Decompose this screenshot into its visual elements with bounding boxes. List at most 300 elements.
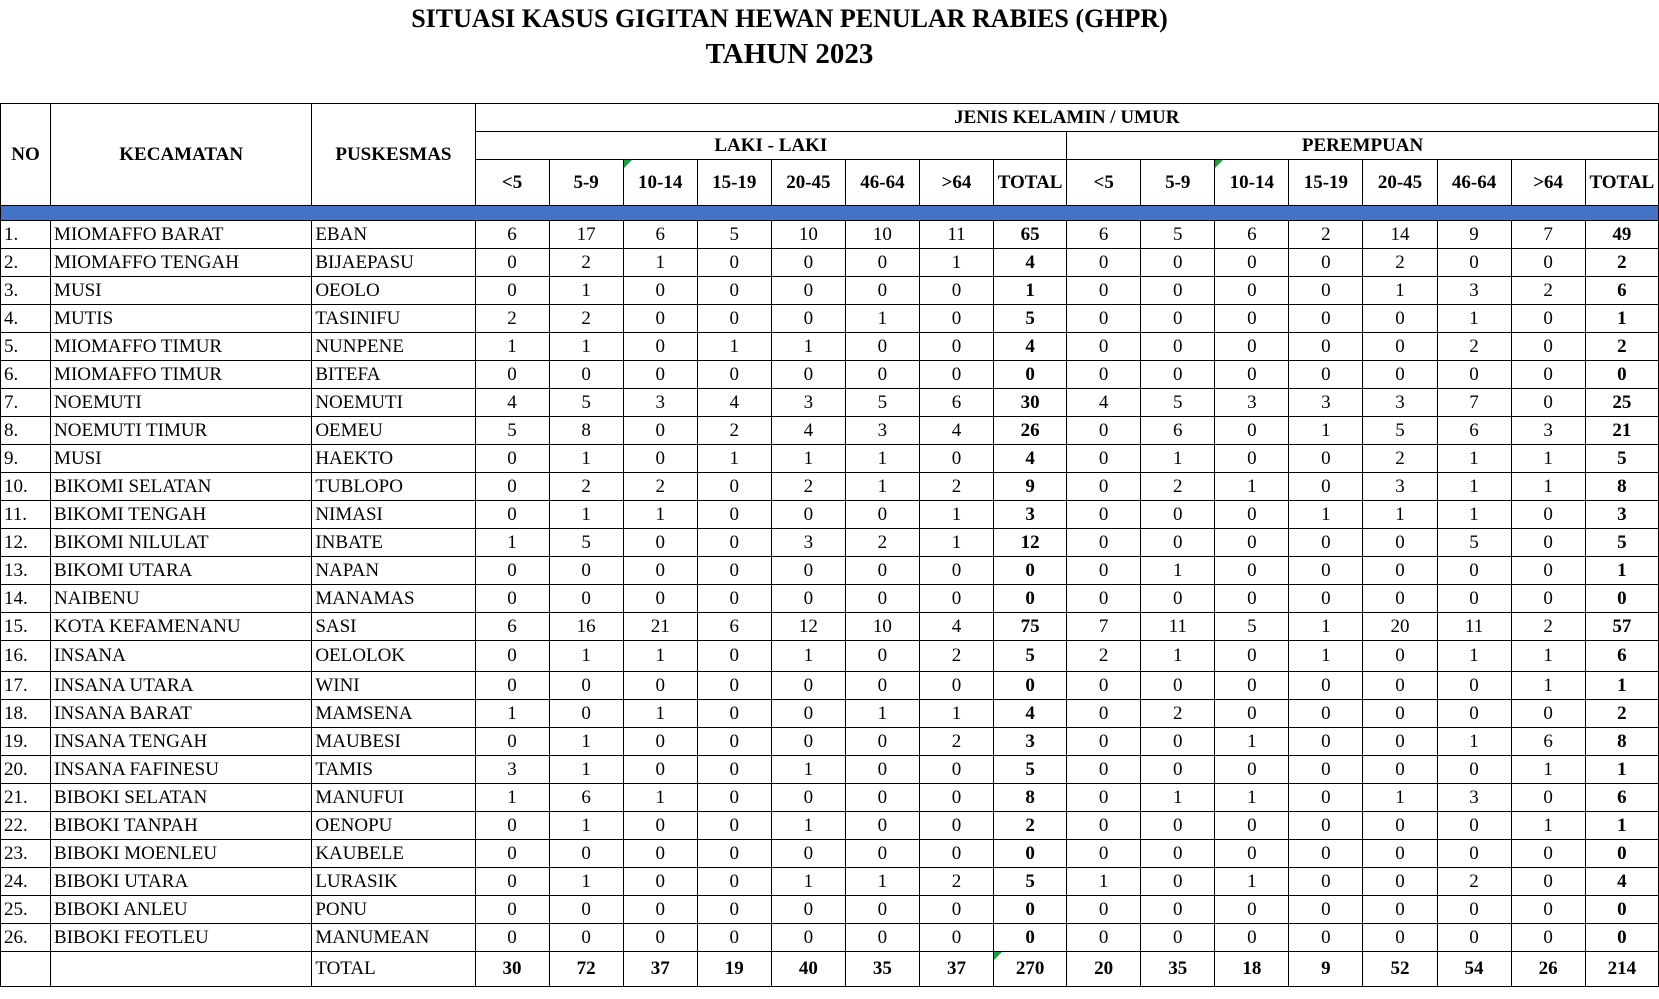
female-count-cell: 0 — [1289, 700, 1363, 728]
table-row — [1, 756, 1659, 784]
male-count-cell: 0 — [623, 361, 697, 389]
kecamatan-cell: BIKOMI SELATAN — [51, 473, 312, 501]
female-total-cell: 1 — [1585, 812, 1658, 840]
table-row — [1, 501, 1659, 529]
male-count-cell: 0 — [919, 305, 993, 333]
female-count-cell: 0 — [1141, 277, 1215, 305]
female-count-cell: 2 — [1289, 221, 1363, 249]
male-count-cell: 1 — [771, 333, 845, 361]
male-count-cell: 0 — [697, 924, 771, 952]
female-count-cell: 0 — [1141, 501, 1215, 529]
female-count-cell: 0 — [1067, 249, 1141, 277]
kecamatan-cell: INSANA FAFINESU — [51, 756, 312, 784]
male-count-cell: 1 — [549, 756, 623, 784]
male-count-cell: 11 — [919, 221, 993, 249]
female-age-header: 20-45 — [1363, 160, 1437, 206]
female-count-cell: 2 — [1437, 868, 1511, 896]
male-count-cell: 0 — [919, 924, 993, 952]
male-count-cell: 1 — [771, 812, 845, 840]
male-count-cell: 0 — [845, 728, 919, 756]
kecamatan-cell: MIOMAFFO BARAT — [51, 221, 312, 249]
female-total-cell: 1 — [1585, 756, 1658, 784]
puskesmas-cell: MAMSENA — [312, 700, 475, 728]
female-count-cell: 0 — [1511, 585, 1585, 613]
female-count-cell: 0 — [1363, 361, 1437, 389]
puskesmas-cell: TAMIS — [312, 756, 475, 784]
female-count-cell: 0 — [1067, 728, 1141, 756]
male-count-cell: 0 — [697, 756, 771, 784]
female-count-cell: 0 — [1141, 812, 1215, 840]
male-count-cell: 0 — [623, 840, 697, 868]
male-total-cell: 0 — [994, 840, 1067, 868]
row-number: 24. — [1, 868, 51, 896]
female-count-cell: 0 — [1289, 305, 1363, 333]
row-number: 19. — [1, 728, 51, 756]
male-count-cell: 0 — [845, 557, 919, 585]
female-total-cell: 8 — [1585, 728, 1658, 756]
male-count-cell: 1 — [919, 249, 993, 277]
female-count-cell: 0 — [1215, 361, 1289, 389]
male-count-cell: 0 — [623, 557, 697, 585]
row-number: 25. — [1, 896, 51, 924]
male-count-cell: 0 — [771, 924, 845, 952]
female-count-cell: 0 — [1511, 896, 1585, 924]
total-kecamatan-cell — [51, 952, 312, 987]
female-total-cell: 4 — [1585, 868, 1658, 896]
male-count-cell: 0 — [919, 277, 993, 305]
female-count-cell: 0 — [1363, 305, 1437, 333]
male-total-cell: 2 — [994, 812, 1067, 840]
male-count-cell: 0 — [697, 529, 771, 557]
female-count-cell: 0 — [1215, 557, 1289, 585]
female-count-cell: 0 — [1141, 249, 1215, 277]
male-count-cell: 0 — [697, 305, 771, 333]
male-grand-total-cell: 30 — [475, 952, 549, 987]
table-row — [1, 445, 1659, 473]
female-count-cell: 0 — [1067, 277, 1141, 305]
female-count-cell: 0 — [1067, 896, 1141, 924]
female-count-cell: 0 — [1141, 672, 1215, 700]
male-count-cell: 0 — [623, 756, 697, 784]
female-count-cell: 0 — [1289, 896, 1363, 924]
male-count-cell: 1 — [845, 868, 919, 896]
male-count-cell: 0 — [919, 784, 993, 812]
female-count-cell: 0 — [1067, 672, 1141, 700]
male-total-cell: 4 — [994, 445, 1067, 473]
female-count-cell: 1 — [1289, 501, 1363, 529]
female-count-cell: 0 — [1141, 305, 1215, 333]
female-count-cell: 0 — [1363, 585, 1437, 613]
female-count-cell: 1 — [1289, 613, 1363, 641]
male-count-cell: 0 — [845, 641, 919, 672]
male-count-cell: 0 — [623, 812, 697, 840]
male-count-cell: 3 — [771, 389, 845, 417]
table-row — [1, 417, 1659, 445]
male-count-cell: 0 — [919, 812, 993, 840]
female-count-cell: 1 — [1511, 756, 1585, 784]
female-count-cell: 6 — [1067, 221, 1141, 249]
male-count-cell: 2 — [919, 641, 993, 672]
female-count-cell: 3 — [1363, 389, 1437, 417]
puskesmas-cell: NAPAN — [312, 557, 475, 585]
male-count-cell: 0 — [845, 896, 919, 924]
male-grand-total-cell: 35 — [845, 952, 919, 987]
header-female: PEREMPUAN — [1067, 132, 1659, 160]
puskesmas-cell: NUNPENE — [312, 333, 475, 361]
male-count-cell: 0 — [845, 784, 919, 812]
female-count-cell: 1 — [1215, 728, 1289, 756]
female-count-cell: 1 — [1511, 473, 1585, 501]
female-count-cell: 0 — [1215, 445, 1289, 473]
female-total-cell: 0 — [1585, 361, 1658, 389]
male-count-cell: 0 — [549, 700, 623, 728]
female-count-cell: 7 — [1511, 221, 1585, 249]
male-total-cell: 5 — [994, 756, 1067, 784]
male-count-cell: 1 — [697, 445, 771, 473]
male-count-cell: 0 — [771, 501, 845, 529]
male-count-cell: 0 — [475, 868, 549, 896]
male-age-header: TOTAL — [994, 160, 1067, 206]
female-count-cell: 1 — [1363, 501, 1437, 529]
female-count-cell: 0 — [1067, 784, 1141, 812]
female-total-cell: 6 — [1585, 641, 1658, 672]
female-count-cell: 0 — [1215, 333, 1289, 361]
male-count-cell: 1 — [845, 473, 919, 501]
male-count-cell: 2 — [845, 529, 919, 557]
male-count-cell: 0 — [623, 896, 697, 924]
female-count-cell: 2 — [1437, 333, 1511, 361]
male-total-cell: 9 — [994, 473, 1067, 501]
female-count-cell: 0 — [1511, 868, 1585, 896]
male-count-cell: 2 — [549, 249, 623, 277]
male-count-cell: 1 — [919, 700, 993, 728]
male-count-cell: 0 — [697, 896, 771, 924]
female-count-cell: 0 — [1141, 585, 1215, 613]
female-total-cell: 57 — [1585, 613, 1658, 641]
female-count-cell: 0 — [1437, 924, 1511, 952]
male-count-cell: 1 — [623, 249, 697, 277]
female-count-cell: 0 — [1511, 840, 1585, 868]
male-count-cell: 1 — [475, 700, 549, 728]
report-year: TAHUN 2023 — [705, 38, 874, 70]
male-count-cell: 0 — [475, 585, 549, 613]
male-count-cell: 0 — [845, 501, 919, 529]
male-count-cell: 0 — [771, 840, 845, 868]
male-grand-total-cell: 40 — [771, 952, 845, 987]
male-count-cell: 0 — [475, 473, 549, 501]
male-count-cell: 0 — [697, 557, 771, 585]
kecamatan-cell: NOEMUTI TIMUR — [51, 417, 312, 445]
female-count-cell: 3 — [1437, 784, 1511, 812]
male-count-cell: 0 — [771, 557, 845, 585]
female-count-cell: 0 — [1437, 896, 1511, 924]
female-count-cell: 0 — [1215, 896, 1289, 924]
male-count-cell: 1 — [623, 501, 697, 529]
female-count-cell: 3 — [1363, 473, 1437, 501]
kecamatan-cell: INSANA UTARA — [51, 672, 312, 700]
female-count-cell: 1 — [1215, 473, 1289, 501]
female-count-cell: 9 — [1437, 221, 1511, 249]
male-count-cell: 0 — [697, 249, 771, 277]
female-count-cell: 0 — [1215, 812, 1289, 840]
male-count-cell: 8 — [549, 417, 623, 445]
female-count-cell: 20 — [1363, 613, 1437, 641]
table-row — [1, 333, 1659, 361]
male-count-cell: 2 — [919, 868, 993, 896]
female-count-cell: 0 — [1511, 700, 1585, 728]
female-count-cell: 1 — [1437, 728, 1511, 756]
row-number: 14. — [1, 585, 51, 613]
female-count-cell: 6 — [1437, 417, 1511, 445]
table-body — [1, 221, 1659, 987]
table-row — [1, 896, 1659, 924]
female-count-cell: 1 — [1289, 641, 1363, 672]
puskesmas-cell: MANAMAS — [312, 585, 475, 613]
kecamatan-cell: NAIBENU — [51, 585, 312, 613]
female-total-cell: 8 — [1585, 473, 1658, 501]
female-count-cell: 5 — [1141, 389, 1215, 417]
male-count-cell: 1 — [771, 756, 845, 784]
male-count-cell: 0 — [771, 249, 845, 277]
puskesmas-cell: PONU — [312, 896, 475, 924]
male-count-cell: 1 — [771, 868, 845, 896]
ghpr-table — [0, 103, 1659, 987]
table-row — [1, 672, 1659, 700]
male-count-cell: 0 — [845, 333, 919, 361]
female-count-cell: 0 — [1141, 728, 1215, 756]
kecamatan-cell: INSANA — [51, 641, 312, 672]
male-count-cell: 0 — [697, 868, 771, 896]
male-total-cell: 0 — [994, 361, 1067, 389]
row-number: 13. — [1, 557, 51, 585]
kecamatan-cell: BIBOKI ANLEU — [51, 896, 312, 924]
male-total-cell: 0 — [994, 585, 1067, 613]
female-count-cell: 5 — [1437, 529, 1511, 557]
puskesmas-cell: EBAN — [312, 221, 475, 249]
female-count-cell: 1 — [1437, 445, 1511, 473]
male-count-cell: 6 — [623, 221, 697, 249]
male-total-cell: 3 — [994, 501, 1067, 529]
male-count-cell: 0 — [845, 672, 919, 700]
male-total-cell: 0 — [994, 896, 1067, 924]
male-total-cell: 5 — [994, 868, 1067, 896]
female-grand-total-cell: 52 — [1363, 952, 1437, 987]
male-count-cell: 1 — [549, 868, 623, 896]
female-count-cell: 0 — [1511, 784, 1585, 812]
row-number: 11. — [1, 501, 51, 529]
puskesmas-cell: INBATE — [312, 529, 475, 557]
female-count-cell: 0 — [1215, 840, 1289, 868]
female-count-cell: 1 — [1511, 672, 1585, 700]
row-number: 7. — [1, 389, 51, 417]
total-no-cell — [1, 952, 51, 987]
male-count-cell: 4 — [919, 613, 993, 641]
male-count-cell: 1 — [475, 784, 549, 812]
female-count-cell: 0 — [1511, 249, 1585, 277]
female-grand-total-cell: 214 — [1585, 952, 1658, 987]
male-age-header: 10-14 — [623, 160, 697, 206]
female-count-cell: 1 — [1141, 445, 1215, 473]
header-puskesmas: PUSKESMAS — [312, 104, 475, 206]
kecamatan-cell: MIOMAFFO TIMUR — [51, 361, 312, 389]
female-count-cell: 0 — [1363, 868, 1437, 896]
male-count-cell: 0 — [845, 277, 919, 305]
female-count-cell: 0 — [1289, 868, 1363, 896]
male-count-cell: 0 — [475, 840, 549, 868]
male-count-cell: 1 — [623, 700, 697, 728]
male-count-cell: 1 — [475, 529, 549, 557]
table-row — [1, 700, 1659, 728]
male-count-cell: 1 — [549, 333, 623, 361]
female-count-cell: 0 — [1289, 361, 1363, 389]
male-count-cell: 0 — [771, 361, 845, 389]
female-count-cell: 7 — [1067, 613, 1141, 641]
female-total-cell: 2 — [1585, 333, 1658, 361]
male-count-cell: 0 — [623, 728, 697, 756]
male-count-cell: 0 — [771, 728, 845, 756]
puskesmas-cell: OELOLOK — [312, 641, 475, 672]
kecamatan-cell: BIBOKI TANPAH — [51, 812, 312, 840]
female-count-cell: 0 — [1215, 924, 1289, 952]
female-count-cell: 5 — [1215, 613, 1289, 641]
male-count-cell: 0 — [475, 641, 549, 672]
male-count-cell: 0 — [549, 585, 623, 613]
male-count-cell: 1 — [771, 445, 845, 473]
female-count-cell: 0 — [1141, 924, 1215, 952]
female-count-cell: 1 — [1141, 641, 1215, 672]
female-count-cell: 0 — [1363, 756, 1437, 784]
male-count-cell: 0 — [771, 672, 845, 700]
female-count-cell: 0 — [1215, 305, 1289, 333]
female-count-cell: 0 — [1511, 557, 1585, 585]
kecamatan-cell: MIOMAFFO TENGAH — [51, 249, 312, 277]
male-total-cell: 4 — [994, 249, 1067, 277]
male-total-cell: 65 — [994, 221, 1067, 249]
female-count-cell: 0 — [1511, 361, 1585, 389]
male-count-cell: 0 — [623, 445, 697, 473]
female-count-cell: 0 — [1437, 557, 1511, 585]
puskesmas-cell: OEOLO — [312, 277, 475, 305]
puskesmas-cell: BIJAEPASU — [312, 249, 475, 277]
female-count-cell: 2 — [1141, 473, 1215, 501]
kecamatan-cell: BIBOKI SELATAN — [51, 784, 312, 812]
row-number: 16. — [1, 641, 51, 672]
female-count-cell: 0 — [1437, 840, 1511, 868]
female-count-cell: 0 — [1215, 277, 1289, 305]
male-count-cell: 0 — [475, 812, 549, 840]
female-count-cell: 0 — [1215, 756, 1289, 784]
puskesmas-cell: SASI — [312, 613, 475, 641]
female-count-cell: 0 — [1511, 389, 1585, 417]
row-number: 1. — [1, 221, 51, 249]
female-count-cell: 0 — [1511, 529, 1585, 557]
male-count-cell: 0 — [475, 672, 549, 700]
female-total-cell: 2 — [1585, 249, 1658, 277]
kecamatan-cell: BIBOKI MOENLEU — [51, 840, 312, 868]
female-total-cell: 1 — [1585, 672, 1658, 700]
male-count-cell: 0 — [475, 501, 549, 529]
kecamatan-cell: MIOMAFFO TIMUR — [51, 333, 312, 361]
female-count-cell: 0 — [1363, 700, 1437, 728]
kecamatan-cell: MUSI — [51, 277, 312, 305]
puskesmas-cell: BITEFA — [312, 361, 475, 389]
male-count-cell: 0 — [919, 585, 993, 613]
puskesmas-cell: MANUFUI — [312, 784, 475, 812]
female-total-cell: 21 — [1585, 417, 1658, 445]
male-count-cell: 0 — [623, 585, 697, 613]
table-row — [1, 868, 1659, 896]
female-count-cell: 0 — [1363, 333, 1437, 361]
male-count-cell: 1 — [771, 641, 845, 672]
female-total-cell: 6 — [1585, 277, 1658, 305]
male-count-cell: 1 — [549, 812, 623, 840]
male-count-cell: 0 — [623, 868, 697, 896]
female-count-cell: 0 — [1067, 924, 1141, 952]
male-count-cell: 1 — [919, 529, 993, 557]
male-total-cell: 8 — [994, 784, 1067, 812]
header-no: NO — [1, 104, 51, 206]
puskesmas-cell: WINI — [312, 672, 475, 700]
female-total-cell: 6 — [1585, 784, 1658, 812]
row-number: 23. — [1, 840, 51, 868]
male-count-cell: 2 — [771, 473, 845, 501]
male-count-cell: 3 — [623, 389, 697, 417]
female-count-cell: 4 — [1067, 389, 1141, 417]
male-count-cell: 6 — [475, 613, 549, 641]
female-count-cell: 1 — [1437, 473, 1511, 501]
table-row — [1, 585, 1659, 613]
table-row — [1, 249, 1659, 277]
puskesmas-cell: TASINIFU — [312, 305, 475, 333]
female-count-cell: 2 — [1511, 277, 1585, 305]
male-count-cell: 0 — [919, 756, 993, 784]
female-count-cell: 1 — [1215, 868, 1289, 896]
male-count-cell: 1 — [919, 501, 993, 529]
female-age-header: <5 — [1067, 160, 1141, 206]
male-total-cell: 5 — [994, 305, 1067, 333]
female-count-cell: 0 — [1067, 361, 1141, 389]
female-count-cell: 0 — [1067, 812, 1141, 840]
table-row — [1, 840, 1659, 868]
female-count-cell: 0 — [1437, 249, 1511, 277]
row-number: 6. — [1, 361, 51, 389]
male-count-cell: 5 — [697, 221, 771, 249]
female-count-cell: 1 — [1141, 784, 1215, 812]
female-count-cell: 6 — [1141, 417, 1215, 445]
female-count-cell: 0 — [1067, 840, 1141, 868]
male-total-cell: 75 — [994, 613, 1067, 641]
female-count-cell: 0 — [1289, 333, 1363, 361]
male-count-cell: 1 — [549, 445, 623, 473]
female-count-cell: 0 — [1215, 585, 1289, 613]
female-count-cell: 1 — [1437, 641, 1511, 672]
header-gender-age: JENIS KELAMIN / UMUR — [475, 104, 1659, 132]
kecamatan-cell: KOTA KEFAMENANU — [51, 613, 312, 641]
male-count-cell: 1 — [623, 784, 697, 812]
table-row — [1, 305, 1659, 333]
male-count-cell: 0 — [845, 361, 919, 389]
puskesmas-cell: TUBLOPO — [312, 473, 475, 501]
female-total-cell: 1 — [1585, 305, 1658, 333]
male-count-cell: 1 — [623, 641, 697, 672]
female-total-cell: 2 — [1585, 700, 1658, 728]
puskesmas-cell: MANUMEAN — [312, 924, 475, 952]
male-count-cell: 0 — [845, 756, 919, 784]
header-band — [1, 206, 1659, 221]
male-count-cell: 1 — [845, 305, 919, 333]
male-count-cell: 1 — [475, 333, 549, 361]
male-count-cell: 4 — [697, 389, 771, 417]
